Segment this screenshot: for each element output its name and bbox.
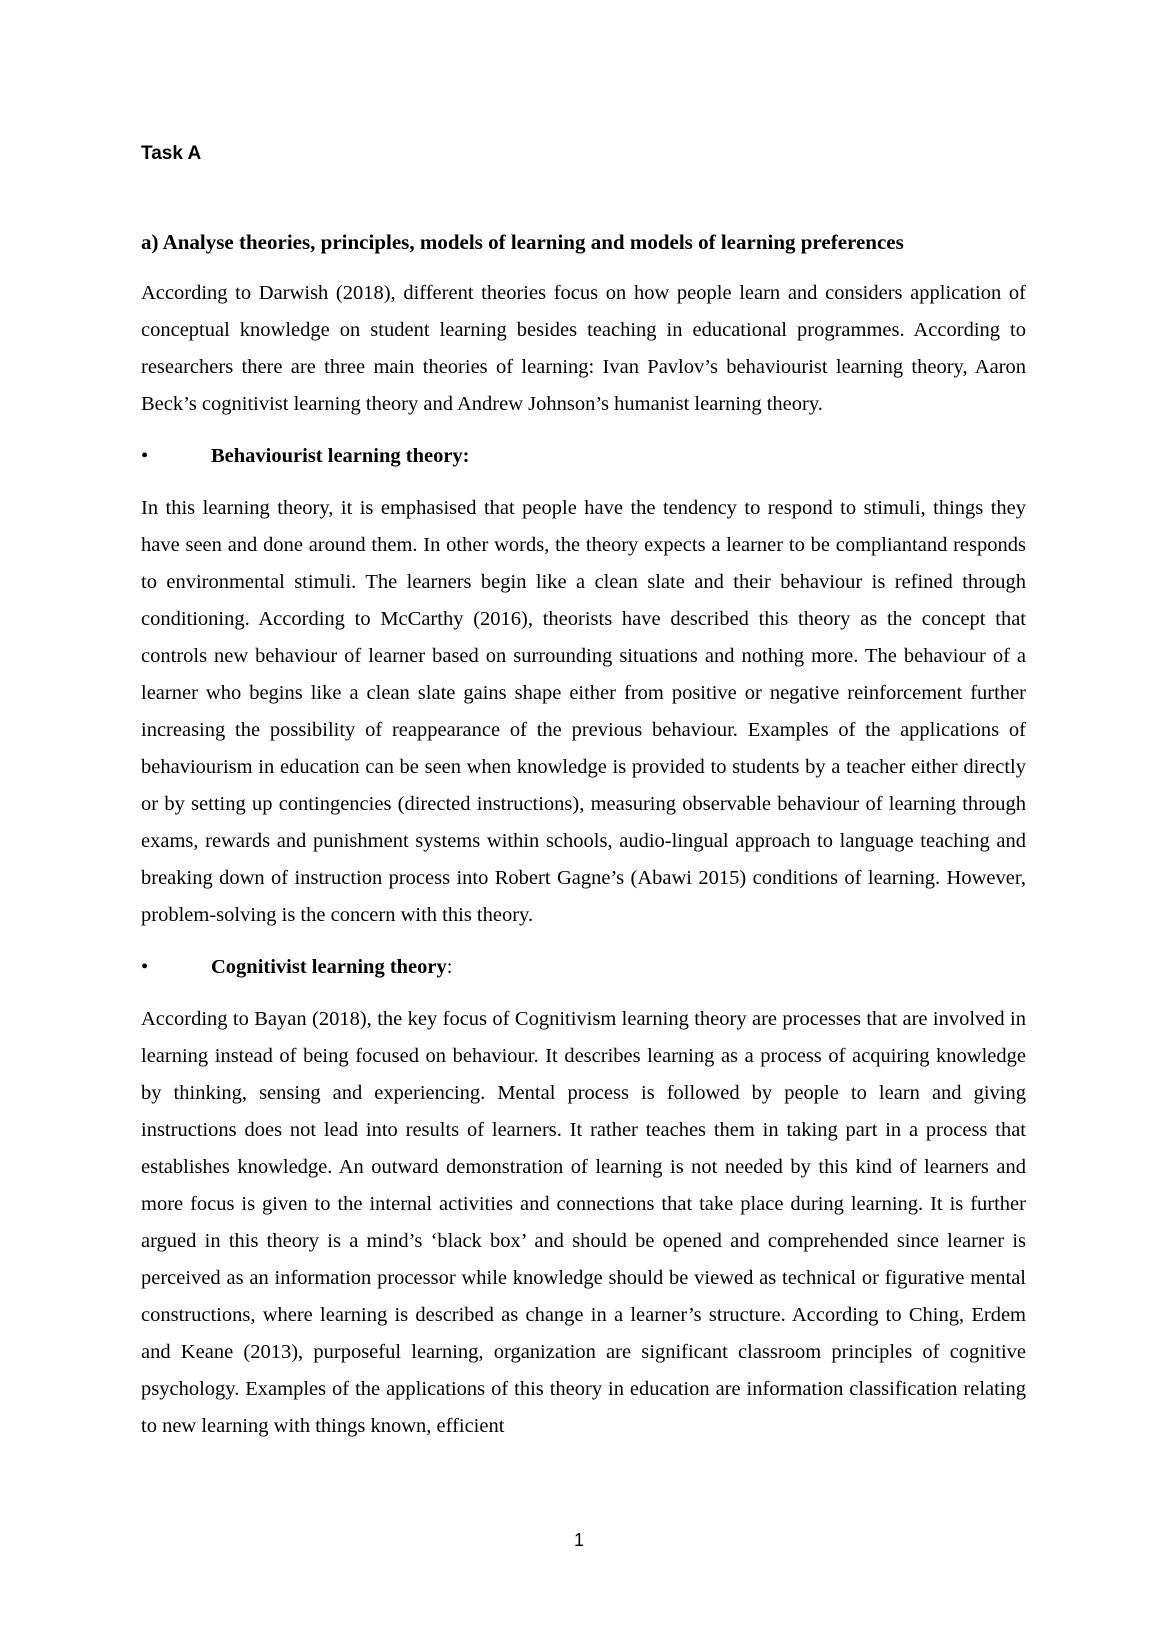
page-content (141, 136, 1026, 1445)
page-number: 1 (573, 1530, 584, 1550)
behaviourist-heading: Behaviourist learning theory: (211, 445, 470, 467)
bullet-cognitivist (141, 949, 1026, 986)
bullet-icon: • (141, 956, 149, 978)
section-heading: a) Analyse theories, principles, models of learning and models of learning preferences (141, 230, 904, 254)
behaviourist-paragraph: In this learning theory, it is emphasised that people have the tendency to respond to stimuli, things they have seen and done around them. In other words, the theory expects a learner to be compliantand responds to environmental stimuli. The learners begin like a clean slate and their behaviour is refined through conditioning. According to McCarthy (2016), theorists have described this theory as the concept that controls new behaviour of learner based on surrounding situations and nothing more. The behaviour of a learner who begins like a clean slate gains shape either from positive or negative reinforcement further increasing the possibility of reappearance of the previous behaviour. Examples of the applications of behaviourism in education can be seen when knowledge is provided to students by a teacher either directly or by setting up contingencies (directed instructions), measuring observable behaviour of learning through exams, rewards and punishment systems within schools, audio-lingual approach to language teaching and breaking down of instruction process into Robert Gagne’s (Abawi 2015) conditions of learning. However, problem-solving is the concern with this theory. (141, 497, 1026, 926)
cognitivist-heading: Cognitivist learning theory (211, 956, 447, 978)
behaviourist-heading-wrap (211, 438, 470, 475)
bullet-icon: • (141, 445, 149, 467)
bullet-behaviourist (141, 438, 1026, 475)
cognitivist-paragraph: According to Bayan (2018), the key focus of Cognitivism learning theory are processes that are involved in learning instead of being focused on behaviour. It describes learning as a process of acquiring knowledge by thinking, sensing and experiencing. Mental process is followed by people to learn and giving instructions does not lead into results of learners. It rather teaches them in taking part in a process that establishes knowledge. An outward demonstration of learning is not needed by this kind of learners and more focus is given to the internal activities and connections that take place during learning. It is further argued in this theory is a mind’s ‘black box’ and should be opened and comprehended since learner is perceived as an information processor while knowledge should be viewed as technical or figurative mental constructions, where learning is described as change in a learner’s structure. According to Ching, Erdem and Keane (2013), purposeful learning, organization are significant classroom principles of cognitive psychology. Examples of the applications of this theory in education are information classification relating to new learning with things known, efficient (141, 1008, 1026, 1437)
cognitivist-heading-wrap (211, 949, 452, 986)
cognitivist-heading-suffix: : (446, 956, 453, 978)
intro-paragraph: According to Darwish (2018), different theories focus on how people learn and considers application of conceptual knowledge on student learning besides teaching in educational programmes. According to researchers there are three main theories of learning: Ivan Pavlov’s behaviourist learning theory, Aaron Beck’s cognitivist learning theory and Andrew Johnson’s humanist learning theory. (141, 282, 1026, 415)
task-heading: Task A (141, 143, 202, 164)
